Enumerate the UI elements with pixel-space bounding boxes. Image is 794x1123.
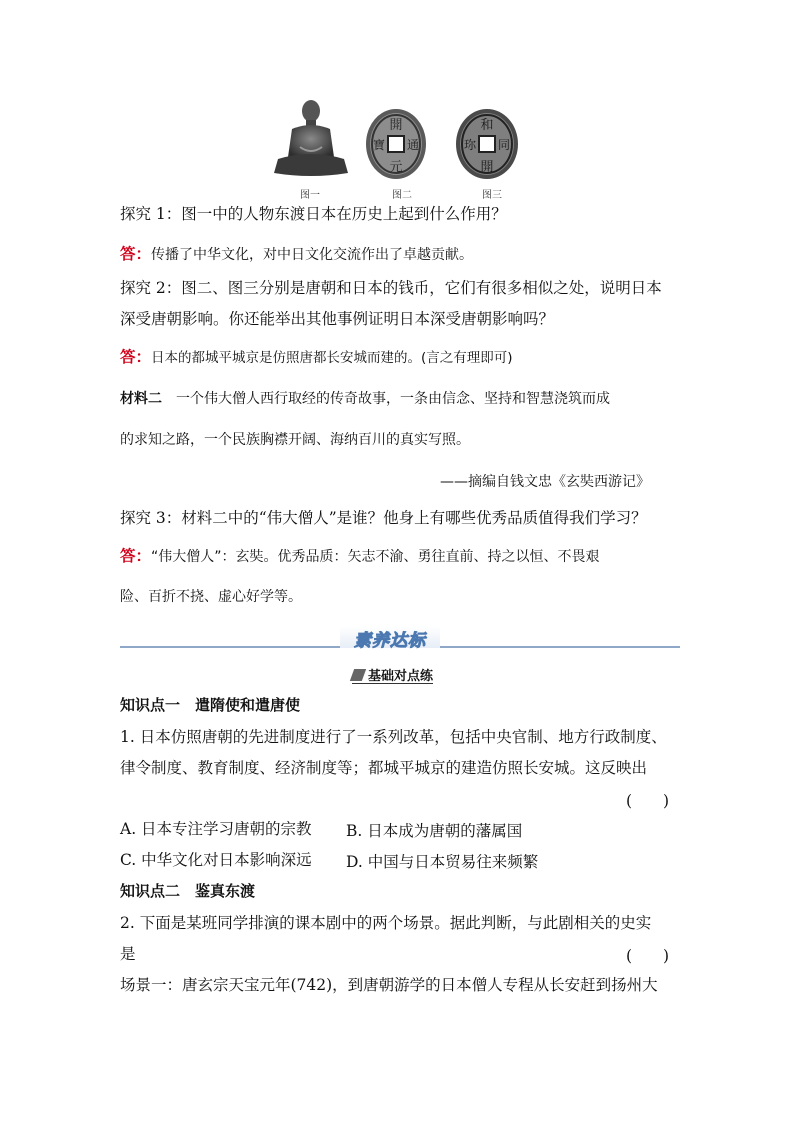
figure-3-caption: 图三 <box>482 190 502 201</box>
explore-1-answer-text: 传播了中华文化，对中日文化交流作出了卓越贡献。 <box>151 247 474 263</box>
question-1-line-1: 1. 日本仿照唐朝的先进制度进行了一系列改革，包括中央官制、地方行政制度、 <box>120 728 667 746</box>
explore-2-answer <box>120 347 513 368</box>
question-2-line-1: 2. 下面是某班同学排演的课本剧中的两个场景。据此判断，与此剧相关的史实 <box>120 914 652 932</box>
monk-statue-figure <box>270 97 352 179</box>
answer-label: 答： <box>120 347 152 366</box>
section-banner <box>340 626 440 651</box>
question-1-option-b: B. 日本成为唐朝的藩属国 <box>346 822 523 840</box>
question-1-line-2: 律令制度、教育制度、经济制度等；都城平城京的建造仿照长安城。这反映出 <box>120 759 648 777</box>
explore-3-answer-line-1 <box>120 546 600 567</box>
material-2-line-1 <box>120 389 610 409</box>
question-2-line-2: 是 <box>120 945 136 963</box>
explore-3-question: 探究 3：材料二中的“伟大僧人”是谁？他身上有哪些优秀品质值得我们学习？ <box>120 509 647 527</box>
coin3-char-bottom: 開 <box>480 160 494 175</box>
explore-1-question: 探究 1：图一中的人物东渡日本在历史上起到什么作用？ <box>120 205 507 223</box>
wado-coin-figure <box>454 107 520 181</box>
question-2-answer-blank: ( ) <box>626 947 670 965</box>
question-1-option-a: A. 日本专注学习唐朝的宗教 <box>120 820 312 838</box>
material-2-line-2: 的求知之路，一个民族胸襟开阔、海纳百川的真实写照。 <box>120 432 470 448</box>
explore-3-answer-text-1: “伟大僧人”：玄奘。优秀品质：矢志不渝、勇往直前、持之以恒、不畏艰 <box>151 549 600 565</box>
coin2-char-left: 寶 <box>372 138 386 152</box>
explore-1-answer <box>120 244 473 265</box>
subsection-tag-text: 基础对点练 <box>368 669 434 684</box>
question-1-answer-blank: ( ) <box>626 792 670 810</box>
explore-2-question-line-1: 探究 2：图二、图三分别是唐朝和日本的钱币，它们有很多相似之处，说明日本 <box>120 279 662 297</box>
figure-2-caption: 图二 <box>392 190 412 201</box>
material-2-label: 材料二 <box>120 391 162 407</box>
material-2-source: ——摘编自钱文忠《玄奘西游记》 <box>440 474 650 490</box>
knowledge-2-title: 知识点二 鉴真东渡 <box>120 882 256 900</box>
kaiyuan-coin-figure <box>364 107 428 181</box>
coin2-char-bottom: 元 <box>389 160 403 175</box>
scene-1-text: 场景一：唐玄宗天宝元年(742)，到唐朝游学的日本僧人专程从长安赶到扬州大 <box>120 976 658 994</box>
coin3-char-right: 同 <box>497 138 511 152</box>
answer-label: 答： <box>120 244 152 263</box>
explore-3-answer-line-2: 险、百折不挠、虚心好学等。 <box>120 589 302 605</box>
coin2-char-top: 開 <box>389 118 403 133</box>
question-1-option-c: C. 中华文化对日本影响深远 <box>120 851 312 869</box>
coin3-char-top: 和 <box>480 118 494 133</box>
subsection-tag <box>352 665 433 684</box>
pencil-icon <box>350 669 366 681</box>
coin2-char-right: 通 <box>406 138 420 152</box>
explore-2-answer-text: 日本的都城平城京是仿照唐都长安城而建的。(言之有理即可) <box>151 350 513 366</box>
answer-label: 答： <box>120 546 152 565</box>
coin3-char-left: 珎 <box>463 138 477 152</box>
material-2-text-1: 一个伟大僧人西行取经的传奇故事，一条由信念、坚持和智慧浇筑而成 <box>176 391 610 407</box>
knowledge-1-title: 知识点一 遣隋使和遣唐使 <box>120 696 301 714</box>
explore-2-question-line-2: 深受唐朝影响。你还能举出其他事例证明日本深受唐朝影响吗？ <box>120 310 555 328</box>
figure-1-caption: 图一 <box>300 190 320 201</box>
section-banner-text: 素养达标 <box>354 631 426 651</box>
question-1-option-d: D. 中国与日本贸易往来频繁 <box>346 853 539 871</box>
